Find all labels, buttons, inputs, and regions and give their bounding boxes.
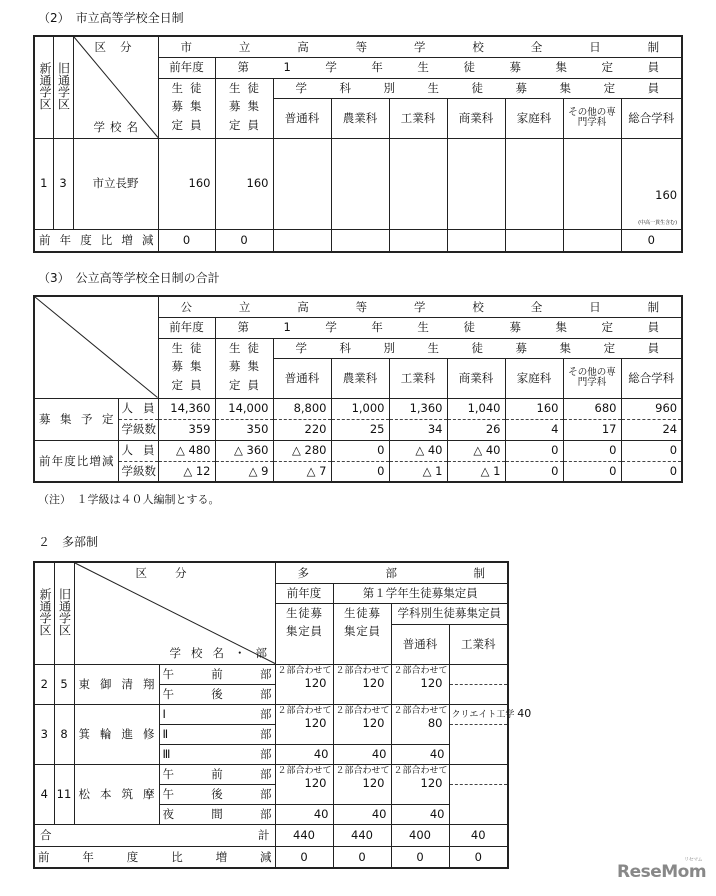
header-diagonal-cell (73, 36, 158, 138)
row-label: 学級数 (118, 419, 158, 440)
prev-year-value: 160 (158, 138, 215, 229)
row-label: 学級数 (118, 461, 158, 482)
diff-label: 前年度比増減 (34, 229, 158, 252)
header-title: 市立高等学校全日制 (158, 36, 682, 57)
value-cell: 1,040 (447, 398, 505, 419)
combined-label: ２部合わせて (277, 705, 332, 716)
section-2-heading: （2） 市立高等学校全日制 (38, 11, 184, 25)
value-cell: 1,360 (389, 398, 447, 419)
footnote: （注） １学級は４０人編制とする。 (38, 493, 220, 506)
dept-value (389, 138, 447, 229)
table-row (34, 138, 682, 229)
old-district: 3 (53, 138, 73, 229)
dept-value-integrated: 160 (中高一貫生含む) (621, 138, 682, 229)
total-value: 440 (275, 824, 333, 846)
value-cell: 0 (563, 461, 621, 482)
section-multi-heading: ２ 多部制 (38, 535, 99, 549)
value-cell: △ 360 (215, 440, 273, 461)
old-district: 11 (54, 764, 74, 824)
header-school-part: 学校名・部 (169, 646, 277, 661)
industrial-value (449, 684, 508, 704)
dept-value (447, 138, 505, 229)
value-cell: 24 (621, 419, 682, 440)
dept-other: その他の専門学科 (563, 98, 621, 138)
combined-value: ２部合わせて 120 (275, 704, 333, 744)
extra-value: 40 (275, 744, 333, 764)
dept-general: 普通科 (273, 358, 331, 398)
header-title: 多部制 (275, 562, 508, 583)
value-cell: 25 (331, 419, 389, 440)
diff-value: 0 (449, 846, 508, 868)
city-school-table (33, 35, 683, 253)
value-cell: △ 40 (389, 440, 447, 461)
value-cell: 220 (273, 419, 331, 440)
header-new-district: 新通学区 (34, 562, 54, 664)
value-cell: 0 (621, 440, 682, 461)
school-name: 東御清翔 (74, 664, 159, 704)
new-district: 2 (34, 664, 54, 704)
header-prev-year: 前年度 (158, 317, 215, 338)
part-label: 午後部 (159, 784, 275, 804)
dept-other: その他の専門学科 (563, 358, 621, 398)
value-cell: 160 (505, 398, 563, 419)
header-category: 区分 (94, 40, 146, 54)
value-cell: 350 (215, 419, 273, 440)
header-first-year-quota: 第1学年生徒募集定員 (215, 57, 682, 78)
diff-value: 0 (215, 229, 273, 252)
value-cell: 0 (331, 440, 389, 461)
combined-value: ２部合わせて 120 (333, 704, 391, 744)
dept-industrial: 工業科 (389, 358, 447, 398)
combined-value: ２部合わせて 120 (333, 664, 391, 704)
value-cell: △ 1 (447, 461, 505, 482)
resemom-logo: ReseMom リセマム (617, 857, 707, 882)
table-row (34, 398, 682, 419)
diff-value: 0 (391, 846, 449, 868)
part-label: 午後部 (159, 684, 275, 704)
dept-agriculture: 農業科 (331, 358, 389, 398)
dept-commercial: 商業科 (447, 358, 505, 398)
diff-value (563, 229, 621, 252)
dept-home: 家庭科 (505, 358, 563, 398)
part-label: Ⅰ部 (159, 704, 275, 724)
total-value: 440 (333, 824, 391, 846)
value-cell: 0 (505, 440, 563, 461)
header-dept-quota: 学科別生徒募集定員 (273, 78, 682, 98)
total-row (34, 824, 508, 846)
header-school-name: 学校名 (93, 120, 143, 135)
combined-label: ２部合わせて (277, 665, 332, 676)
dept-value (331, 138, 389, 229)
value-cell: 1,000 (331, 398, 389, 419)
extra-value: 40 (391, 804, 449, 824)
new-district: 4 (34, 764, 54, 824)
dept-general: 普通科 (391, 624, 449, 664)
extra-value: 40 (333, 804, 391, 824)
header-student-quota: 生徒募集定員 (333, 603, 391, 664)
header-category: 区分 (135, 566, 215, 580)
value-cell: 4 (505, 419, 563, 440)
table-row (34, 764, 508, 784)
value-cell: △ 40 (447, 440, 505, 461)
header-first-year-quota: 第１学年生徒募集定員 (333, 583, 508, 603)
old-district: 8 (54, 704, 74, 764)
diff-value (389, 229, 447, 252)
header-prev-student-quota: 生徒募集定員 (275, 603, 333, 664)
row-label: 人員 (118, 398, 158, 419)
header-prev-year: 前年度 (158, 57, 215, 78)
part-label: Ⅲ部 (159, 744, 275, 764)
value-cell: △ 1 (389, 461, 447, 482)
header-title: 公立高等学校全日制 (158, 296, 682, 317)
industrial-value (449, 784, 508, 824)
table-row (34, 461, 682, 482)
combined-label: ２部合わせて (393, 665, 448, 676)
value-cell: 0 (563, 440, 621, 461)
multi-part-table (33, 561, 532, 869)
header-diagonal-cell (74, 562, 275, 664)
value-cell: 14,360 (158, 398, 215, 419)
value-cell: △ 7 (273, 461, 331, 482)
header-first-year-quota: 第1学年生徒募集定員 (215, 317, 682, 338)
dept-agriculture: 農業科 (331, 98, 389, 138)
header-prev-student-quota: 生徒募集定員 (158, 78, 215, 138)
value-cell: △ 12 (158, 461, 215, 482)
integrated-note: (中高一貫生含む) (638, 220, 678, 227)
diff-value (505, 229, 563, 252)
header-prev-year: 前年度 (275, 583, 333, 603)
dept-integrated: 総合学科 (621, 98, 682, 138)
row-label: 人員 (118, 440, 158, 461)
diff-value (273, 229, 331, 252)
value-cell: 26 (447, 419, 505, 440)
new-district: 1 (34, 138, 53, 229)
combined-label: ２部合わせて (393, 705, 448, 716)
value-cell: 0 (505, 461, 563, 482)
dept-integrated: 総合学科 (621, 358, 682, 398)
combined-value: ２部合わせて 120 (333, 764, 391, 804)
value-cell: △ 480 (158, 440, 215, 461)
school-name: 市立長野 (73, 138, 158, 229)
group-label: 前年度比増減 (34, 440, 118, 482)
header-dept-quota: 学科別生徒募集定員 (273, 338, 682, 358)
value-cell: 960 (621, 398, 682, 419)
header-diagonal-cell (34, 296, 158, 398)
total-value: 40 (449, 824, 508, 846)
value-cell: △ 9 (215, 461, 273, 482)
value-cell: 8,800 (273, 398, 331, 419)
diff-value (331, 229, 389, 252)
dept-home: 家庭科 (505, 98, 563, 138)
diff-value: 0 (158, 229, 215, 252)
public-total-table (33, 295, 683, 483)
value-cell: 0 (621, 461, 682, 482)
diff-value: 0 (275, 846, 333, 868)
header-dept-quota: 学科別生徒募集定員 (391, 603, 508, 624)
header-new-district: 新通学区 (34, 36, 53, 138)
value-cell: 34 (389, 419, 447, 440)
header-old-district: 旧通学区 (54, 562, 74, 664)
combined-value: ２部合わせて 120 (391, 664, 449, 704)
diff-label: 前年度比増減 (34, 846, 275, 868)
part-label: 午前部 (159, 764, 275, 784)
part-label: Ⅱ部 (159, 724, 275, 744)
header-prev-student-quota: 生徒募集定員 (158, 338, 215, 398)
industrial-value (449, 664, 508, 684)
part-label: 夜間部 (159, 804, 275, 824)
combined-label: ２部合わせて (335, 665, 390, 676)
diff-value: 0 (621, 229, 682, 252)
combined-label: ２部合わせて (277, 765, 332, 776)
value-cell: 680 (563, 398, 621, 419)
dept-value (273, 138, 331, 229)
diff-value (447, 229, 505, 252)
school-name: 箕輪進修 (74, 704, 159, 764)
header-student-quota: 生徒募集定員 (215, 78, 273, 138)
value-cell: 17 (563, 419, 621, 440)
old-district: 5 (54, 664, 74, 704)
group-label: 募集予定 (34, 398, 118, 440)
value-cell: △ 280 (273, 440, 331, 461)
dept-industrial: 工業科 (389, 98, 447, 138)
dept-general: 普通科 (273, 98, 331, 138)
extra-value: 40 (275, 804, 333, 824)
dept-industrial: 工業科 (449, 624, 508, 664)
section-3-heading: （3） 公立高等学校全日制の合計 (38, 271, 220, 285)
quota-value: 160 (215, 138, 273, 229)
extra-value: 40 (333, 744, 391, 764)
table-row (34, 704, 508, 724)
combined-value: ２部合わせて 80 (391, 704, 449, 744)
diff-row (34, 846, 508, 868)
part-label: 午前部 (159, 664, 275, 684)
dept-commercial: 商業科 (447, 98, 505, 138)
school-name: 松本筑摩 (74, 764, 159, 824)
combined-value: ２部合わせて 120 (275, 764, 333, 804)
diff-value: 0 (333, 846, 391, 868)
header-student-quota: 生徒募集定員 (215, 338, 273, 398)
dept-value (563, 138, 621, 229)
combined-value: ２部合わせて 120 (391, 764, 449, 804)
table-row (34, 664, 508, 684)
value-cell: 0 (331, 461, 389, 482)
combined-value: ２部合わせて 120 (275, 664, 333, 704)
extra-value: 40 (391, 744, 449, 764)
industrial-value: クリエイト工学 40 (449, 704, 508, 724)
combined-label: ２部合わせて (393, 765, 448, 776)
industrial-value (449, 764, 508, 784)
header-old-district: 旧通学区 (53, 36, 73, 138)
table-row (34, 440, 682, 461)
value-cell: 14,000 (215, 398, 273, 419)
value-cell: 359 (158, 419, 215, 440)
new-district: 3 (34, 704, 54, 764)
diff-row (34, 229, 682, 252)
total-label: 合 計 (34, 824, 275, 846)
combined-label: ２部合わせて (335, 765, 390, 776)
combined-label: ２部合わせて (335, 705, 390, 716)
table-row (34, 419, 682, 440)
industrial-value (449, 724, 508, 764)
dept-value (505, 138, 563, 229)
total-value: 400 (391, 824, 449, 846)
